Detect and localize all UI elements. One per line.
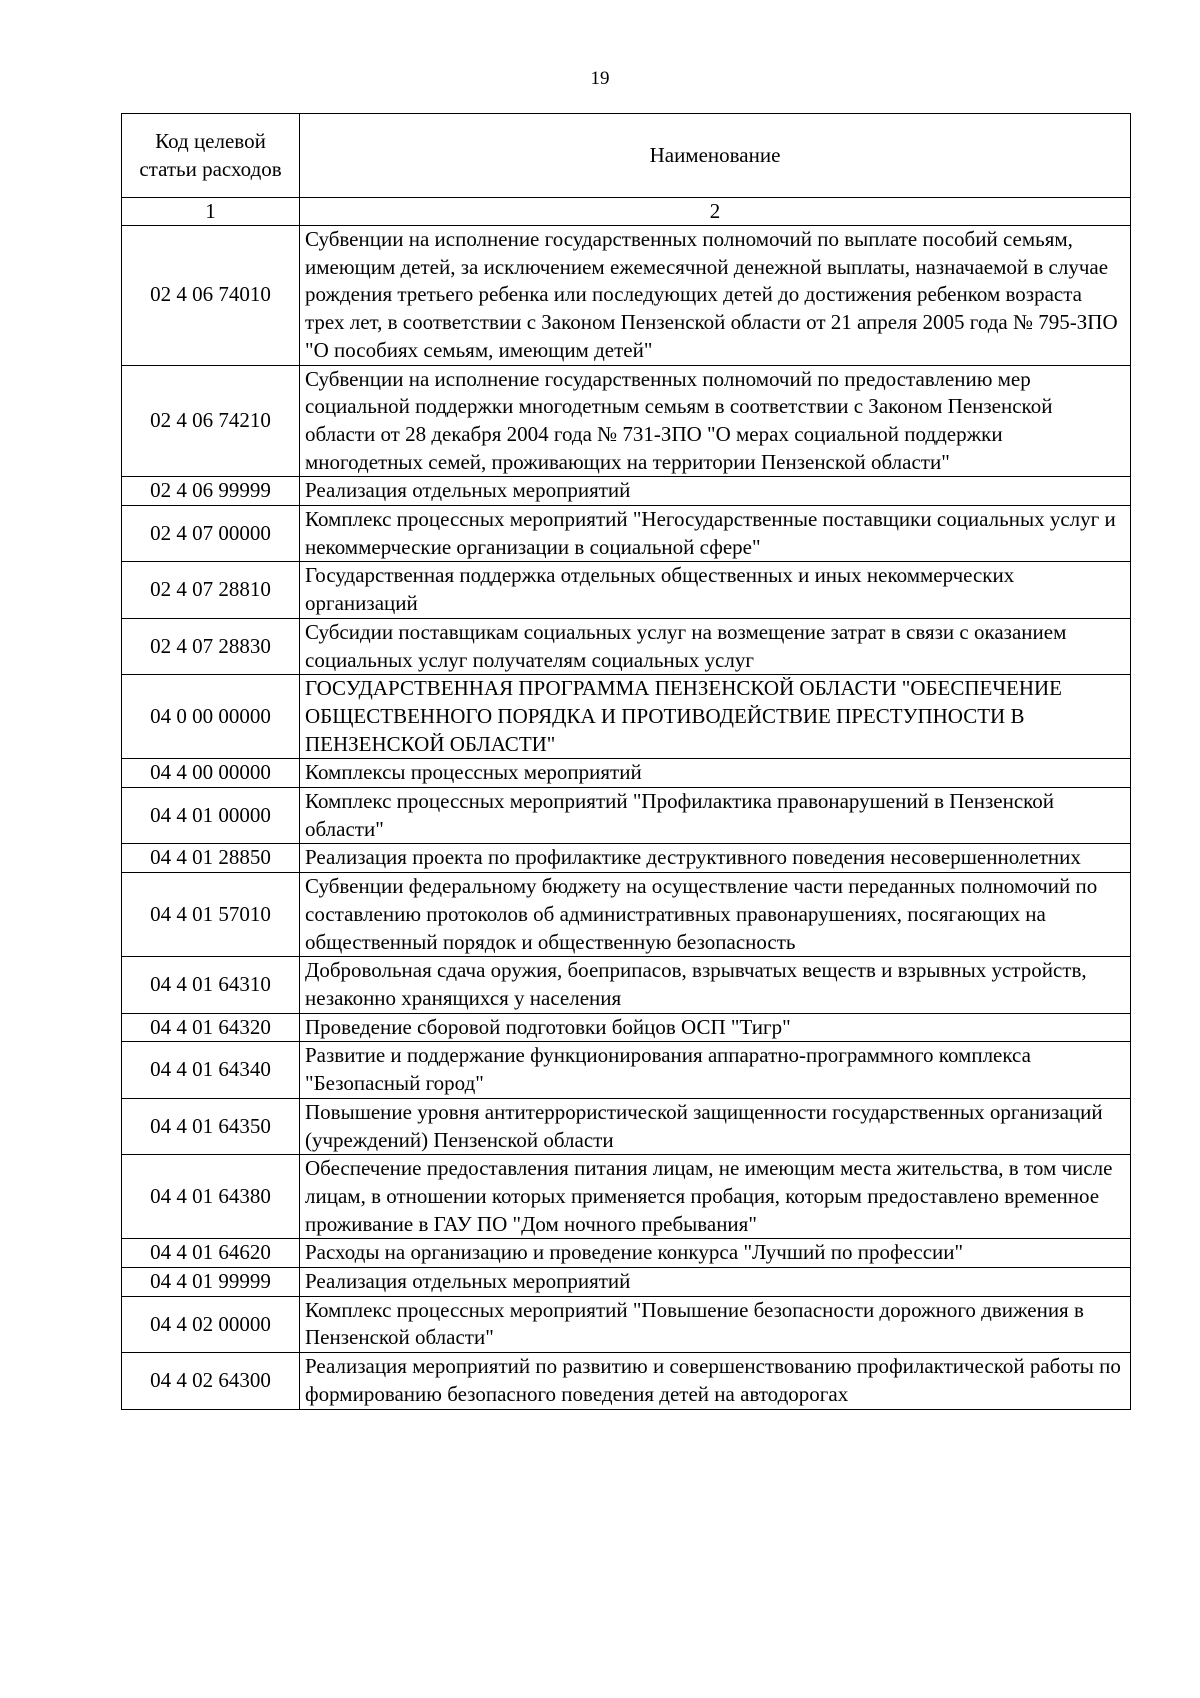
row-code: 04 4 01 64340 [122, 1042, 300, 1098]
row-code: 04 4 01 28850 [122, 844, 300, 873]
table-row [122, 1353, 1131, 1409]
row-name: Расходы на организацию и проведение конкурса "Лучший по профессии" [300, 1239, 1131, 1268]
row-name: Повышение уровня антитеррористической защищенности государственных организаций (учреждений) Пензенской области [300, 1098, 1131, 1154]
table-row [122, 562, 1131, 618]
row-name: Комплекс процессных мероприятий "Профилактика правонарушений в Пензенской области" [300, 788, 1131, 844]
table-row [122, 788, 1131, 844]
table-body [122, 226, 1131, 1410]
page-number: 19 [590, 68, 610, 89]
row-code: 04 4 00 00000 [122, 759, 300, 788]
table-row [122, 618, 1131, 674]
table-row [122, 506, 1131, 562]
row-code: 02 4 07 00000 [122, 506, 300, 562]
program-title: ГОСУДАРСТВЕННАЯ ПРОГРАММА ПЕНЗЕНСКОЙ ОБЛАСТИ "ОБЕСПЕЧЕНИЕ ОБЩЕСТВЕННОГО ПОРЯДКА И ПРОТИВОДЕЙСТВИЕ ПРЕСТУПНОСТИ В ПЕНЗЕНСКОЙ ОБЛАСТИ" [300, 675, 1131, 759]
row-code: 04 4 01 99999 [122, 1268, 300, 1297]
row-name: Субвенции на исполнение государственных полномочий по выплате пособий семьям, имеющим детей, за исключением ежемесячной денежной выплаты, назначаемой в случае рождения третьего ребенка или последующих детей до достижения ребенком возраста трех лет, в соответствии с Законом Пензенской области от 21 апреля 2005 года № 795-ЗПО "О пособиях семьям, имеющим детей" [300, 226, 1131, 366]
column-number-row [122, 198, 1131, 226]
table-row [122, 226, 1131, 366]
row-code: 02 4 07 28830 [122, 618, 300, 674]
row-name: Субвенции федеральному бюджету на осуществление части переданных полномочий по составлению протоколов об административных правонарушениях, посягающих на общественный порядок и общественную безопасность [300, 873, 1131, 957]
table-row [122, 1042, 1131, 1098]
row-name: Реализация мероприятий по развитию и совершенствованию профилактической работы по формированию безопасного поведения детей на автодорогах [300, 1353, 1131, 1409]
row-name: Комплекс процессных мероприятий "Негосударственные поставщики социальных услуг и некоммерческие организации в социальной сфере" [300, 506, 1131, 562]
row-name: Комплексы процессных мероприятий [300, 759, 1131, 788]
row-name: Реализация отдельных мероприятий [300, 477, 1131, 506]
row-code: 04 4 01 00000 [122, 788, 300, 844]
row-name: Добровольная сдача оружия, боеприпасов, взрывчатых веществ и взрывных устройств, незаконно хранящихся у населения [300, 957, 1131, 1013]
table-row [122, 1155, 1131, 1239]
table-row [122, 957, 1131, 1013]
table-row [122, 675, 1131, 759]
column-number-2: 2 [300, 198, 1131, 226]
row-code: 04 4 01 64620 [122, 1239, 300, 1268]
row-name: Реализация проекта по профилактике деструктивного поведения несовершеннолетних [300, 844, 1131, 873]
row-code: 02 4 06 74210 [122, 365, 300, 477]
row-name: Реализация отдельных мероприятий [300, 1268, 1131, 1297]
row-code: 04 4 01 64320 [122, 1013, 300, 1042]
row-name: Субсидии поставщикам социальных услуг на возмещение затрат в связи с оказанием социальных услуг получателям социальных услуг [300, 618, 1131, 674]
table-row [122, 873, 1131, 957]
row-name: Государственная поддержка отдельных общественных и иных некоммерческих организаций [300, 562, 1131, 618]
header-code: Код целевой статьи расходов [122, 114, 300, 198]
table-row [122, 1013, 1131, 1042]
row-code: 04 4 02 64300 [122, 1353, 300, 1409]
row-code: 04 4 01 64310 [122, 957, 300, 1013]
row-name: Комплекс процессных мероприятий "Повышение безопасности дорожного движения в Пензенской области" [300, 1296, 1131, 1352]
row-code: 04 4 01 57010 [122, 873, 300, 957]
row-name: Развитие и поддержание функционирования аппаратно-программного комплекса "Безопасный город" [300, 1042, 1131, 1098]
table-row [122, 759, 1131, 788]
row-code: 02 4 07 28810 [122, 562, 300, 618]
row-name: Проведение сборовой подготовки бойцов ОСП "Тигр" [300, 1013, 1131, 1042]
row-code: 02 4 06 99999 [122, 477, 300, 506]
table-header-row [122, 114, 1131, 198]
row-code: 04 0 00 00000 [122, 675, 300, 759]
table-row [122, 1239, 1131, 1268]
row-code: 04 4 01 64350 [122, 1098, 300, 1154]
header-name: Наименование [300, 114, 1131, 198]
row-name: Субвенции на исполнение государственных полномочий по предоставлению мер социальной поддержки многодетным семьям в соответствии с Законом Пензенской области от 28 декабря 2004 года № 731-ЗПО "О мерах социальной поддержки многодетных семей, проживающих на территории Пензенской области" [300, 365, 1131, 477]
row-code: 02 4 06 74010 [122, 226, 300, 366]
column-number-1: 1 [122, 198, 300, 226]
table-row [122, 1296, 1131, 1352]
budget-codes-table [121, 113, 1131, 1410]
table-row [122, 1268, 1131, 1297]
table-row [122, 844, 1131, 873]
row-name: Обеспечение предоставления питания лицам, не имеющим места жительства, в том числе лицам, в отношении которых применяется пробация, которым предоставлено временное проживание в ГАУ ПО "Дом ночного пребывания" [300, 1155, 1131, 1239]
table-row [122, 365, 1131, 477]
table-row [122, 477, 1131, 506]
row-code: 04 4 01 64380 [122, 1155, 300, 1239]
table-row [122, 1098, 1131, 1154]
row-code: 04 4 02 00000 [122, 1296, 300, 1352]
